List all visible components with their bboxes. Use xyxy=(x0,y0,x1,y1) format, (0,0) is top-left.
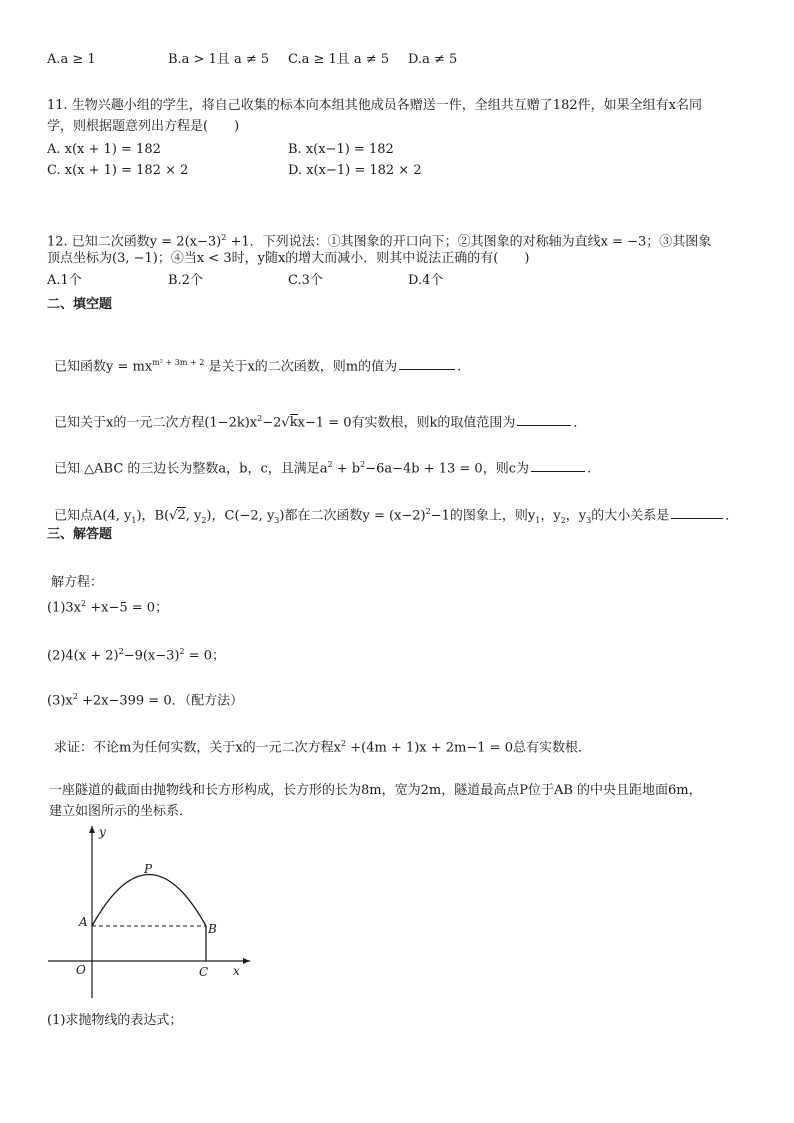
q10-option-d: D.a ≠ 5 xyxy=(408,52,458,67)
fill-question-2: 已知关于x的一元二次方程$(1-2k)x^2-2√kx-1 = 0$有实数根，则k的取值范围为 ． xyxy=(54,414,587,431)
solve-part-3: $(3)x^2 +2x-399 = 0$．（配方法） xyxy=(47,692,244,709)
solve-part-2: $(2)4(x + 2)^2-9(x-3)^2 = 0$； xyxy=(47,647,226,664)
tunnel-stem-line1: 一座隧道的截面由抛物线和长方形构成，长方形的长为8m，宽为2m，隧道最高点P位于AB 的中央且距地面6m， xyxy=(49,783,702,798)
q12-option-c: C.3个 xyxy=(288,273,323,288)
q10-option-b: B.a > 1且 a ≠ 5 xyxy=(168,52,270,67)
q11-option-b: B. x(x−1) = 182 xyxy=(288,142,394,157)
q10-option-a: A.a ≥ 1 xyxy=(47,52,96,67)
solve-intro: 解方程： xyxy=(51,575,104,590)
x-axis-arrow-icon xyxy=(243,958,250,964)
fill-question-4: 已知点A(4, $y_1$)，B(√2, $y_2$)，C(−2, $y_3$)都在二次函数$y = (x-2)^2-1$的图象上，则$y_1$，$y_2$，$y_3$的大小关系是 ． xyxy=(54,507,739,525)
q10-option-c: C.a ≥ 1且 a ≠ 5 xyxy=(288,52,390,67)
label-y: y xyxy=(99,825,106,839)
q11-option-d: D. x(x−1) = 182 × 2 xyxy=(288,163,422,178)
label-p: P xyxy=(144,862,153,876)
parabola-arc xyxy=(92,875,206,927)
fill-question-3: 已知 △ABC 的三边长为整数a，b，c，且满足$a^2 + b^2-6a-4b + 13 = 0$，则c为 . xyxy=(54,460,592,477)
label-o: O xyxy=(76,963,86,977)
y-axis-arrow-icon xyxy=(89,826,95,833)
q11-stem-line1: 11. 生物兴趣小组的学生，将自己收集的标本向本组其他成员各赠送一件，全组共互赠了182件，如果全组有x名同 xyxy=(47,98,702,113)
proof-question: 求证：不论m为任何实数，关于x的一元二次方程$x^2 +(4m + 1)x + 2m-1 = 0$总有实数根． xyxy=(54,739,591,756)
q12-option-d: D.4个 xyxy=(408,273,444,288)
tunnel-stem-line2: 建立如图所示的坐标系． xyxy=(49,804,193,819)
q12-stem-line1: 12. 已知二次函数$y = 2(x-3)^2 +1$．下列说法：①其图象的开口向下；②其图象的对称轴为直线x = −3；③其图象 xyxy=(47,233,712,250)
answer-blank[interactable] xyxy=(671,506,723,519)
q12-option-b: B.2个 xyxy=(168,273,203,288)
q11-option-c: C. x(x + 1) = 182 × 2 xyxy=(47,163,189,178)
section-solve-title: 三、解答题 xyxy=(47,527,113,542)
answer-blank[interactable] xyxy=(517,413,571,426)
label-c: C xyxy=(199,965,209,979)
tunnel-diagram xyxy=(44,822,254,1002)
q12-option-a: A.1个 xyxy=(47,273,82,288)
q12-stem-line2: 顶点坐标为(3, −1)；④当x < 3时，y随x的增大而减小．则其中说法正确的有( ) xyxy=(47,251,530,266)
solve-part-1: $(1)3x^2 +x-5 = 0$； xyxy=(47,599,169,616)
tunnel-part-1: (1)求抛物线的表达式； xyxy=(47,1013,183,1028)
fill-question-1: 已知函数$y = mx^{m^2 + 3m + 2}$ 是关于x的二次函数，则m的值为 . xyxy=(54,358,462,375)
answer-blank[interactable] xyxy=(531,459,585,472)
section-fill-in-title: 二、填空题 xyxy=(47,297,113,312)
label-b: B xyxy=(208,922,217,936)
label-a: A xyxy=(79,915,88,929)
label-x: x xyxy=(233,964,240,978)
q11-stem-line2: 学，则根据题意列出方程是( ) xyxy=(47,119,240,134)
q11-option-a: A. x(x + 1) = 182 xyxy=(47,142,161,157)
answer-blank[interactable] xyxy=(399,357,455,370)
